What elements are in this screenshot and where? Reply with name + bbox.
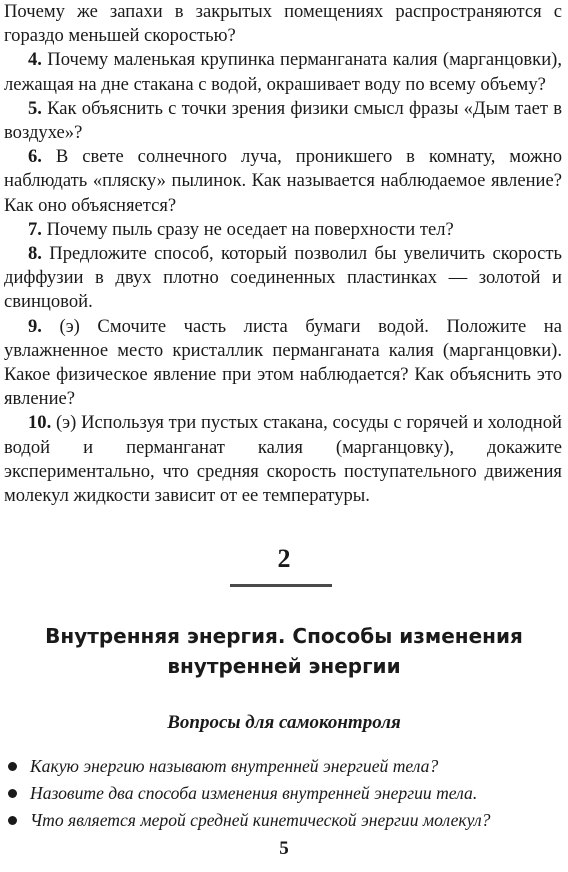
exercise-text: (э) Используя три пустых стакана, сосуды с горячей и холодной водой и перманганат калия (марганцовку), докажите экспериментально, что средняя скорость поступательного движения молекул жидкости зависит от ее температуры.	[4, 412, 562, 507]
exercise-number: 5.	[28, 97, 42, 119]
exercise-number: 9.	[28, 315, 42, 337]
exercise-paragraph	[4, 242, 562, 315]
self-check-questions	[6, 753, 562, 834]
question-item	[6, 780, 562, 807]
exercise-text: Как объяснить с точки зрения физики смысл фразы «Дым тает в воздухе»?	[4, 97, 562, 144]
exercise-paragraph	[4, 315, 562, 412]
chapter-divider	[230, 584, 332, 587]
question-item	[6, 753, 562, 780]
exercise-paragraph	[4, 0, 562, 48]
section-heading: Вопросы для самоконтроля	[167, 712, 401, 733]
question-text: Назовите два способа изменения внутренней энергии тела.	[30, 783, 478, 803]
exercise-text: Почему пыль сразу не оседает на поверхности тел?	[41, 218, 454, 240]
exercise-text: (э) Смочите часть листа бумаги водой. Положите на увлажненное место кристаллик перманганата калия (марганцовки). Какое физическое явление при этом наблюдается? Как объяснить это явление?	[4, 315, 562, 410]
exercise-paragraph	[4, 218, 562, 242]
bullet-icon	[8, 762, 17, 771]
bullet-icon	[8, 816, 17, 825]
question-text: Какую энергию называют внутренней энергией тела?	[30, 756, 439, 776]
exercise-number: 4.	[28, 49, 42, 71]
exercise-paragraph	[4, 97, 562, 145]
chapter-title	[0, 621, 568, 681]
question-text: Что является мерой средней кинетической энергии молекул?	[30, 810, 491, 830]
exercise-list	[4, 0, 562, 508]
exercise-number: 8.	[28, 243, 42, 265]
exercise-number: 7.	[28, 218, 42, 240]
exercise-text: В свете солнечного луча, проникшего в комнату, можно наблюдать «пляску» пылинок. Как называется наблюдаемое явление? Как оно объясняется?	[4, 146, 562, 216]
bullet-icon	[8, 789, 17, 798]
chapter-number: 2	[277, 544, 291, 573]
page-number: 5	[279, 838, 289, 859]
exercise-number: 10.	[28, 412, 52, 434]
exercise-paragraph	[4, 411, 562, 508]
exercise-text: Предложите способ, который позволил бы увеличить скорость диффузии в двух плотно соединенных пластинках — золотой и свинцовой.	[4, 243, 562, 313]
chapter-title-line: Внутренняя энергия. Способы изменения	[45, 624, 523, 648]
exercise-paragraph	[4, 145, 562, 218]
exercise-number: 6.	[28, 146, 42, 168]
chapter-title-line: внутренней энергии	[167, 654, 401, 678]
exercise-text: Почему же запахи в закрытых помещениях распространяются с гораздо меньшей скоростью?	[4, 1, 562, 47]
question-item	[6, 807, 562, 834]
exercise-text: Почему маленькая крупинка перманганата калия (марганцовки), лежащая на дне стакана с водой, окрашивает воду по всему объему?	[4, 49, 562, 95]
exercise-paragraph	[4, 48, 562, 96]
